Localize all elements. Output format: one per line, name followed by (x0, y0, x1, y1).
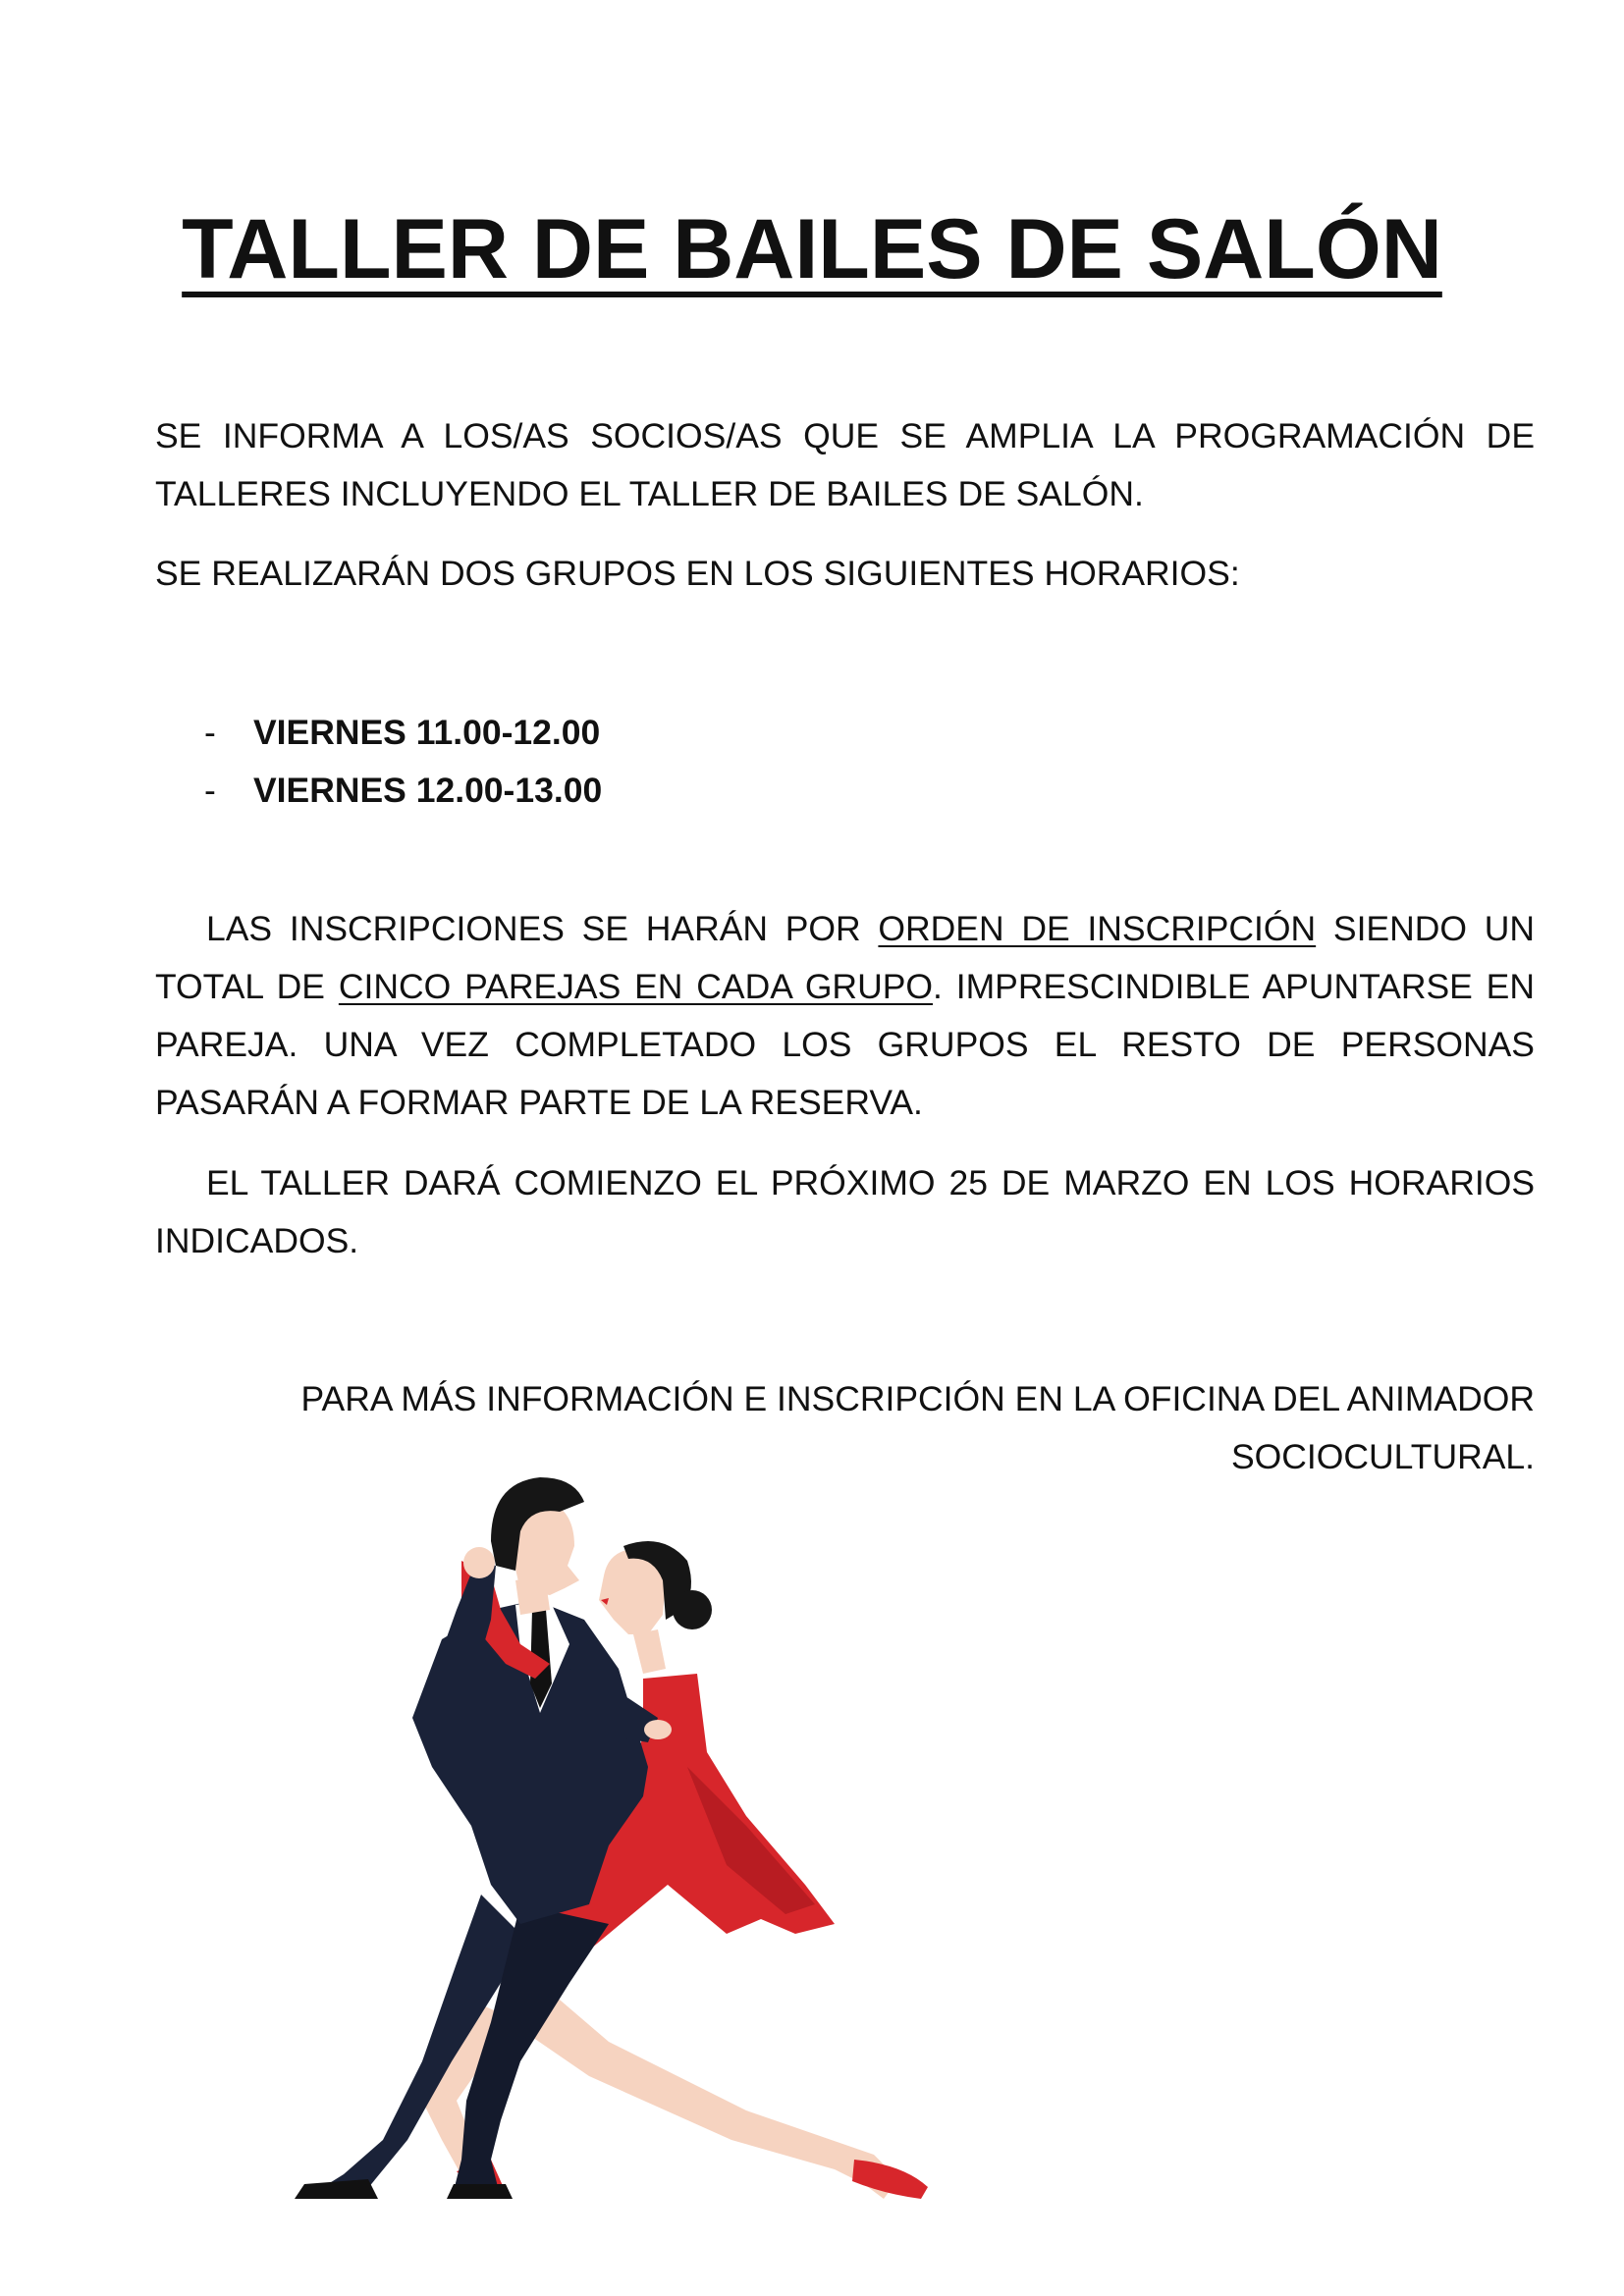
registration-text: LAS INSCRIPCIONES SE HARÁN POR (206, 909, 879, 948)
tango-dancers-icon (196, 1472, 1080, 2199)
list-item (204, 704, 602, 762)
list-dash: - (204, 713, 216, 752)
start-paragraph: EL TALLER DARÁ COMIENZO EL PRÓXIMO 25 DE MARZO EN LOS HORARIOS INDICADOS. (155, 1163, 1535, 1260)
more-info-line: SOCIOCULTURAL. (1230, 1437, 1535, 1476)
couples-emphasis: CINCO PAREJAS EN CADA GRUPO (338, 967, 933, 1006)
intro-paragraph: SE INFORMA A LOS/AS SOCIOS/AS QUE SE AMPLIA LA PROGRAMACIÓN DE TALLERES INCLUYENDO EL TALLER DE BAILES DE SALÓN. (155, 416, 1535, 513)
registration-order-emphasis: ORDEN DE INSCRIPCIÓN (878, 909, 1317, 948)
registration-text: SIENDO UN TOTAL DE (155, 909, 1535, 1006)
page-title: TALLER DE BAILES DE SALÓN (182, 202, 1442, 296)
more-info (155, 1370, 1535, 1486)
schedule-time: VIERNES 12.00-13.00 (253, 771, 603, 810)
schedule-time: VIERNES 11.00-12.00 (253, 713, 601, 752)
groups-intro: SE REALIZARÁN DOS GRUPOS EN LOS SIGUIENTES HORARIOS: (155, 554, 1240, 593)
schedule-list (204, 704, 602, 820)
registration-paragraph (155, 900, 1535, 1132)
registration-text: . IMPRESCINDIBLE APUNTARSE EN PAREJA. UNA VEZ COMPLETADO LOS GRUPOS EL RESTO DE PERSONAS PASARÁN A FORMAR PARTE DE LA RESERVA. (155, 967, 1535, 1122)
more-info-line: PARA MÁS INFORMACIÓN E INSCRIPCIÓN EN LA OFICINA DEL ANIMADOR (300, 1379, 1535, 1418)
list-item (204, 762, 602, 820)
list-dash: - (204, 771, 216, 810)
